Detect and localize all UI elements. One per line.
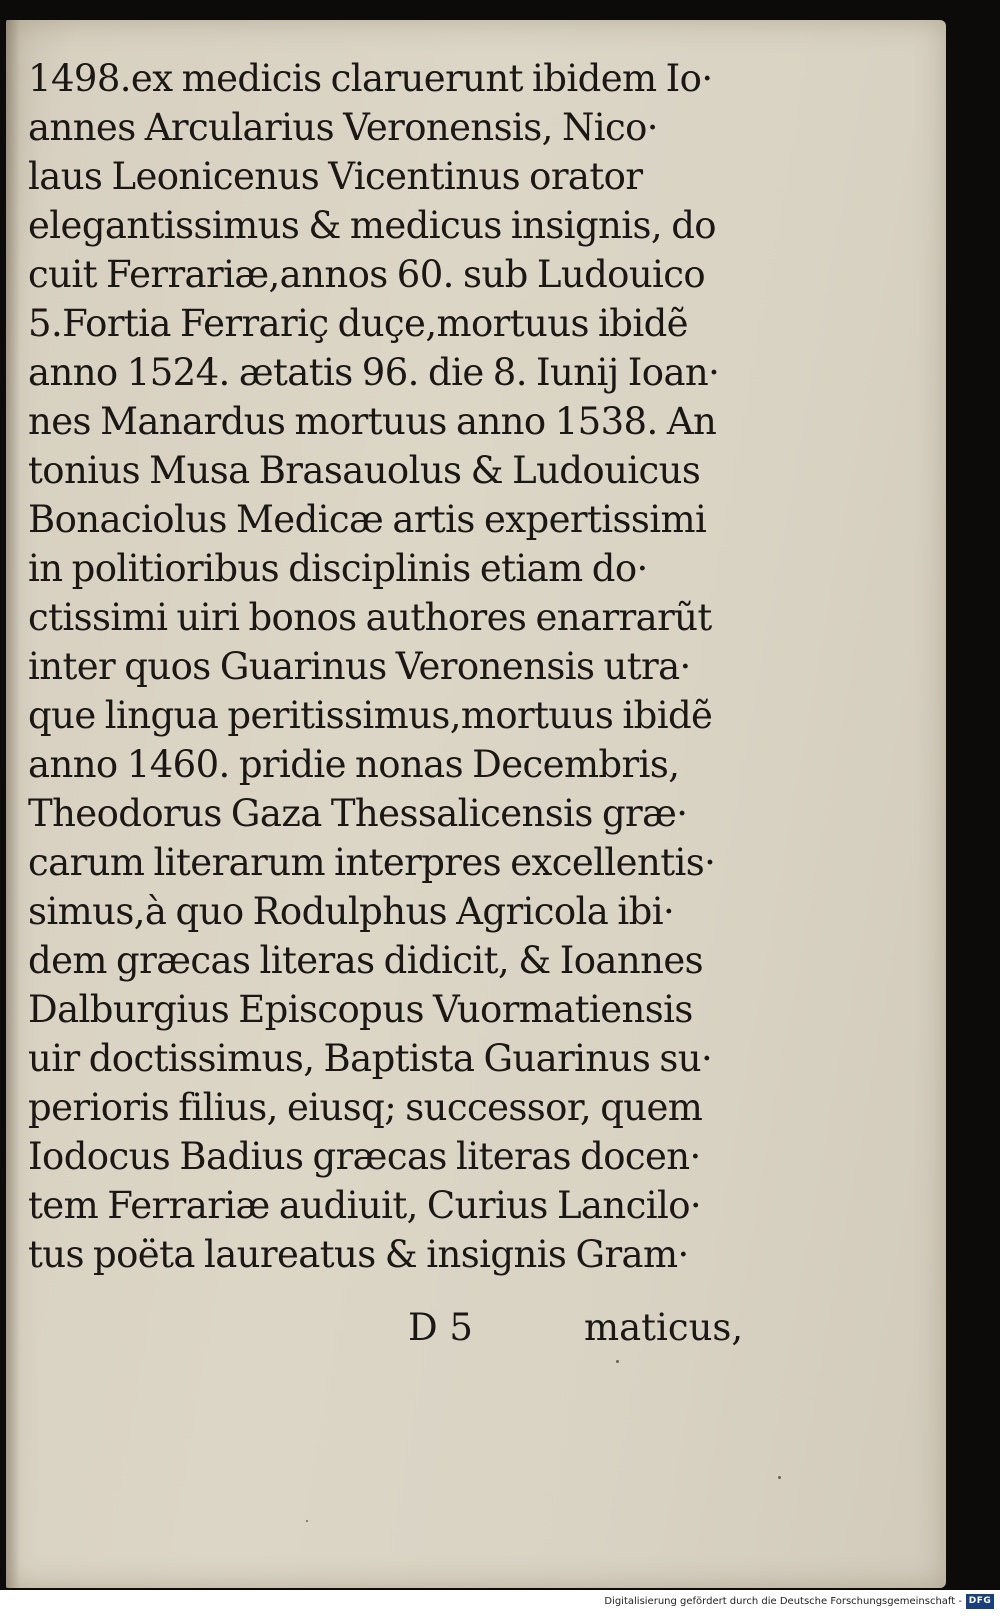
text-line: tus poëta laureatus & insignis Gram· [28,1233,689,1276]
text-line: anno 1524. ætatis 96. die 8. Iunij Ioan· [28,351,720,394]
text-line: perioris filius, eiusq; successor, quem [28,1086,703,1129]
catchword: maticus, [584,1306,744,1349]
text-line: nes Manardus mortuus anno 1538. An [28,400,717,443]
text-line: in politioribus disciplinis etiam do· [28,547,648,590]
body-text [28,54,728,1279]
text-line: 5.Fortia Ferrariç duçe,mortuus ibidẽ [28,302,688,345]
paper-speck [616,1360,619,1363]
text-line: laus Leonicenus Vicentinus orator [28,155,643,198]
text-line: anno 1460. pridie nonas Decembris, [28,743,680,786]
text-line: Theodorus Gaza Thessalicensis græ· [28,792,688,835]
paper-speck [306,1520,308,1522]
book-page [6,20,946,1588]
text-line: que lingua peritissimus,mortuus ibidẽ [28,694,713,737]
text-line: Bonaciolus Medicæ artis expertissimi [28,498,707,541]
text-line: Iodocus Badius græcas literas docen· [28,1135,701,1178]
paper-speck [778,1476,781,1479]
text-line: simus,à quo Rodulphus Agricola ibi· [28,890,675,933]
text-line: tonius Musa Brasauolus & Ludouicus [28,449,701,492]
page-footer-line [28,1303,744,1352]
text-line: dem græcas literas didicit, & Ioannes [28,939,704,982]
text-line: uir doctissimus, Baptista Guarinus su· [28,1037,713,1080]
text-line: inter quos Guarinus Veronensis utra· [28,645,691,688]
text-line: Dalburgius Episcopus Vuormatiensis [28,988,693,1031]
text-line: annes Arcularius Veronensis, Nico· [28,106,658,149]
text-line: 1498.ex medicis claruerunt ibidem Io· [28,57,713,100]
text-line: cuit Ferrariæ,annos 60. sub Ludouico [28,253,706,296]
digitization-credit: Digitalisierung gefördert durch die Deutsche Forschungsgemeinschaft - [604,1596,962,1607]
text-line: ctissimi uiri bonos authores enarrarũt [28,596,712,639]
dfg-logo: DFG [966,1594,994,1609]
page-gutter-shadow [6,20,20,1588]
text-line: elegantissimus & medicus insignis, do [28,204,716,247]
signature-mark: D 5 [408,1306,473,1349]
text-line: tem Ferrariæ audiuit, Curius Lancilo· [28,1184,702,1227]
text-line: carum literarum interpres excellentis· [28,841,716,884]
